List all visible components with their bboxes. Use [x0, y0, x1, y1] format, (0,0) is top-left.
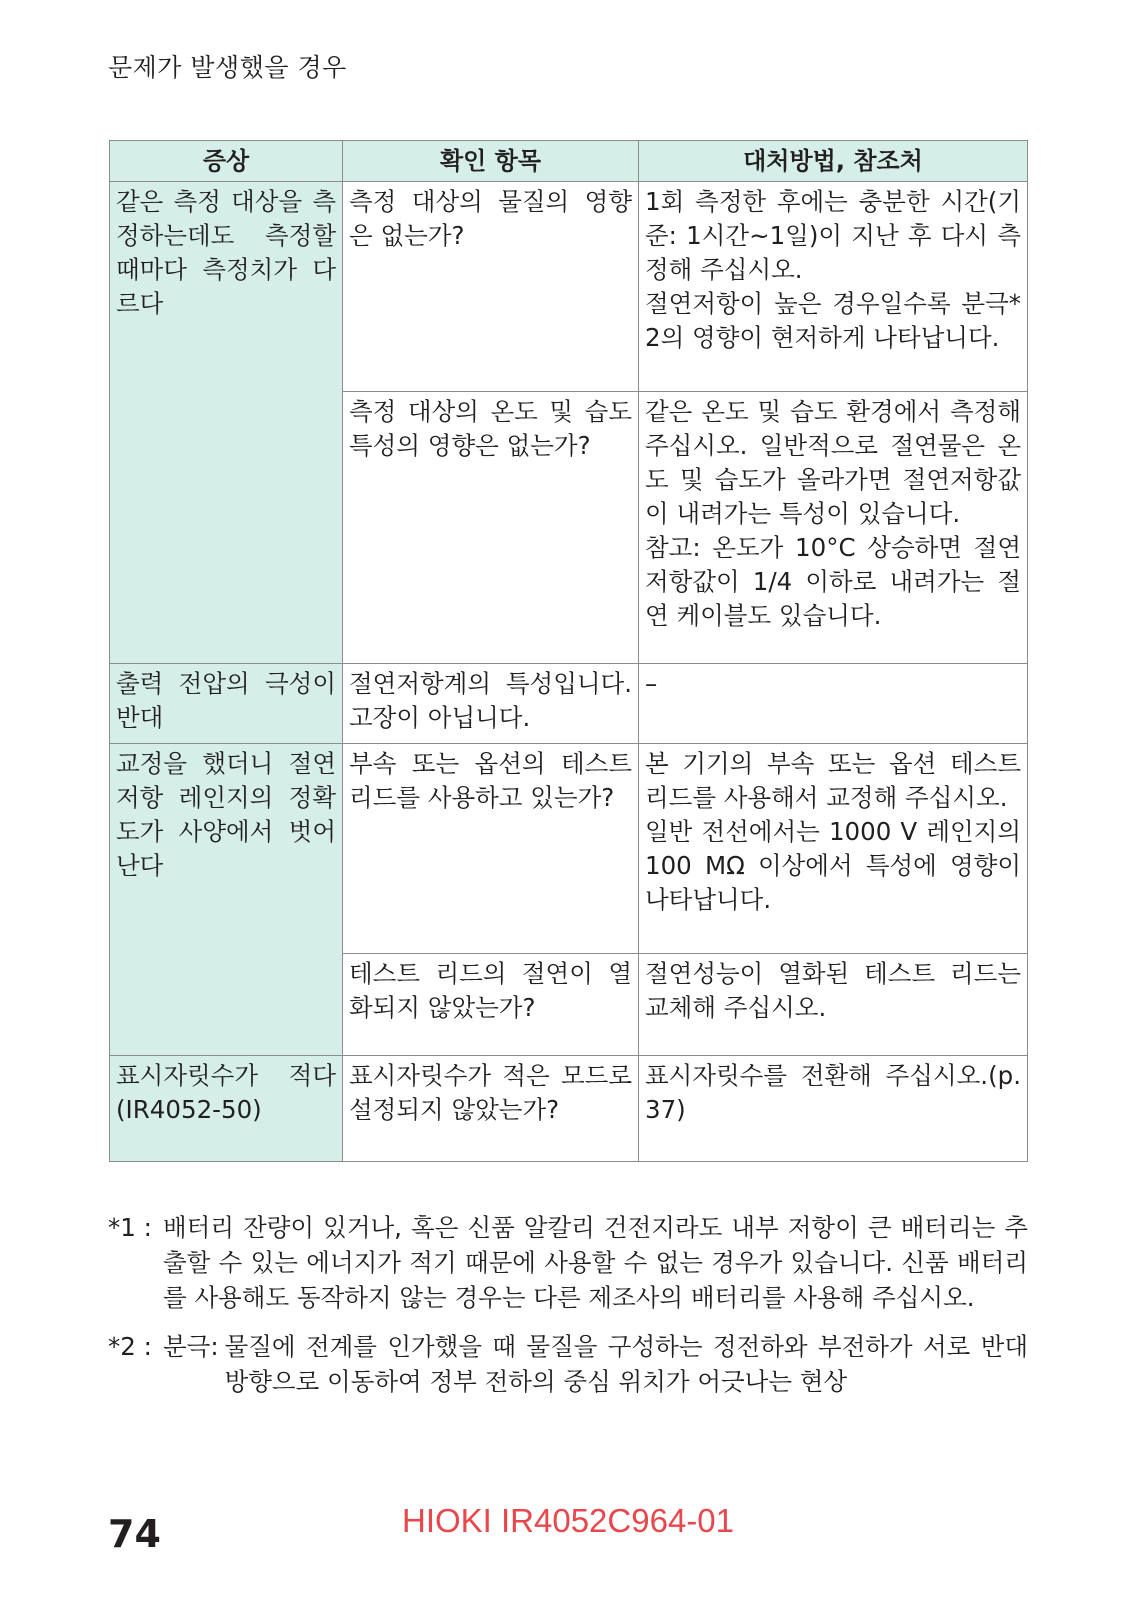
remedy-cell: [639, 744, 1028, 954]
remedy-cell: [639, 392, 1028, 664]
document-code: HIOKI IR4052C964-01: [401, 1502, 734, 1539]
check-cell: 테스트 리드의 절연이 열화되지 않았는가?: [343, 954, 639, 1056]
footnotes: [108, 1210, 1028, 1413]
check-cell: 표시자릿수가 적은 모드로 설정되지 않았는가?: [343, 1056, 639, 1162]
table-row: [110, 1056, 1028, 1162]
symptom-cell: 출력 전압의 극성이 반대: [110, 664, 343, 744]
symptom-cell: 같은 측정 대상을 측정하는데도 측정할 때마다 측정치가 다르다: [110, 182, 343, 664]
remedy-cell: [639, 1056, 1028, 1162]
remedy-line: 표시자릿수를 전환해 주십시오.(p.37): [645, 1061, 1021, 1124]
footnote-term: 분극:: [163, 1332, 219, 1361]
remedy-line: 절연저항이 높은 경우일수록 분극*2의 영향이 현저하게 나타납니다.: [645, 289, 1021, 352]
page-number: 74: [108, 1512, 161, 1556]
symptom-cell: 교정을 했더니 절연저항 레인지의 정확도가 사양에서 벗어난다: [110, 744, 343, 1056]
troubleshooting-table: [109, 140, 1028, 1162]
remedy-cell: –: [639, 664, 1028, 744]
check-cell: 부속 또는 옵션의 테스트 리드를 사용하고 있는가?: [343, 744, 639, 954]
footnote-text: 배터리 잔량이 있거나, 혹은 신품 알칼리 건전지라도 내부 저항이 큰 배터리는 추출할 수 있는 에너지가 적기 때문에 사용할 수 없는 경우가 있습니다. 신품 배터리를 사용해도 동작하지 않는 경우는 다른 제조사의 배터리를 사용해 주십시오.: [163, 1213, 1028, 1312]
symptom-cell: 표시자릿수가 적다 (IR4052-50): [110, 1056, 343, 1162]
check-cell: 측정 대상의 온도 및 습도 특성의 영향은 없는가?: [343, 392, 639, 664]
section-title: 문제가 발생했을 경우: [108, 53, 347, 82]
remedy-line: 1회 측정한 후에는 충분한 시간(기준: 1시간~1일)이 지난 후 다시 측정해 주십시오.: [645, 187, 1021, 284]
footnote-1: [108, 1210, 1028, 1315]
remedy-line: 본 기기의 부속 또는 옵션 테스트 리드를 사용해서 교정해 주십시오.: [645, 749, 1021, 812]
header-check-item: 확인 항목: [343, 141, 639, 182]
remedy-cell: [639, 954, 1028, 1056]
remedy-line: 일반 전선에서는 1000 V 레인지의 100 MΩ 이상에서 특성에 영향이 나타납니다.: [645, 817, 1021, 914]
table-row: [110, 182, 1028, 392]
footnote-2: [108, 1329, 1028, 1399]
check-cell: 측정 대상의 물질의 영향은 없는가?: [343, 182, 639, 392]
remedy-line: 참고: 온도가 10°C 상승하면 절연저항값이 1/4 이하로 내려가는 절연 케이블도 있습니다.: [645, 533, 1021, 630]
check-cell: 절연저항계의 특성입니다. 고장이 아닙니다.: [343, 664, 639, 744]
footnote-text: 물질에 전계를 인가했을 때 물질을 구성하는 정전하와 부전하가 서로 반대 방향으로 이동하여 정부 전하의 중심 위치가 어긋나는 현상: [224, 1332, 1028, 1396]
table-row: [110, 664, 1028, 744]
remedy-cell: [639, 182, 1028, 392]
table-row: [110, 744, 1028, 954]
remedy-line: 같은 온도 및 습도 환경에서 측정해 주십시오. 일반적으로 절연물은 온도 및 습도가 올라가면 절연저항값이 내려가는 특성이 있습니다.: [645, 397, 1021, 528]
header-symptom: 증상: [110, 141, 343, 182]
footnote-mark: *1 :: [108, 1213, 152, 1242]
table-header-row: [110, 141, 1028, 182]
header-remedy: 대처방법, 참조처: [639, 141, 1028, 182]
remedy-line: 절연성능이 열화된 테스트 리드는 교체해 주십시오.: [645, 959, 1021, 1022]
footnote-mark: *2 :: [108, 1332, 152, 1361]
